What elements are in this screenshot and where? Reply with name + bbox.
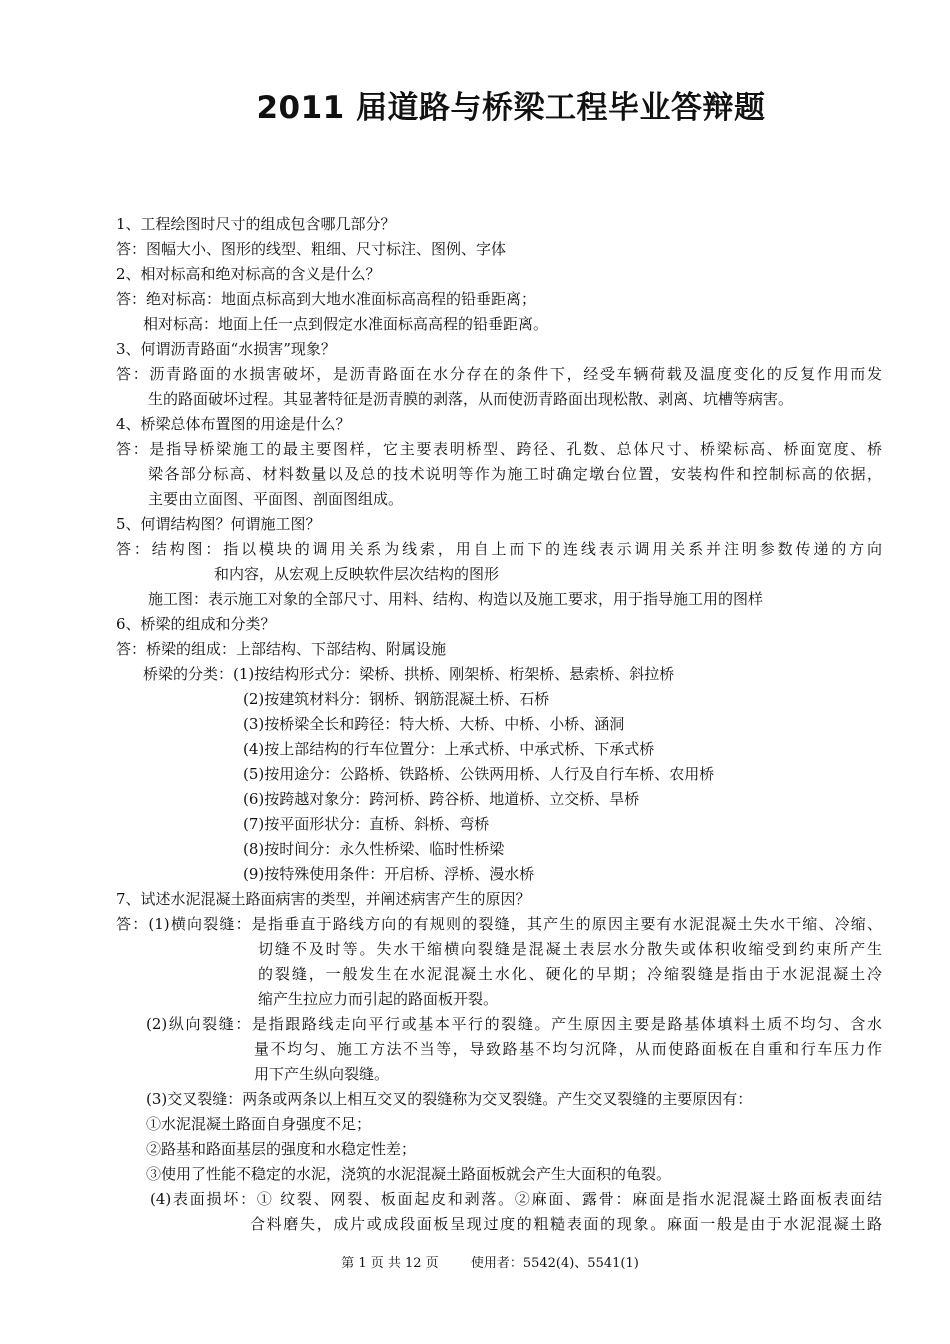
- answer-6-class-7: (7)按平面形状分：直桥、斜桥、弯桥: [243, 815, 490, 833]
- answer-7-3: (3)交叉裂缝：两条或两条以上相互交叉的裂缝称为交叉裂缝。产生交叉裂缝的主要原因有：: [146, 1090, 753, 1108]
- document-title: 2011 届道路与桥梁工程毕业答辩题: [256, 90, 766, 126]
- answer-3-cont: 生的路面破坏过程。其显著特征是沥青膜的剥落，从而使沥青路面出现松散、剥离、坑槽等病害。: [148, 390, 794, 408]
- answer-6-class-8: (8)按时间分：永久性桥梁、临时性桥梁: [243, 840, 505, 858]
- answer-7-4-cont: 合料磨失，成片或成段面板呈现过度的粗糙表面的现象。麻面一般是由于水泥混凝土路: [250, 1215, 882, 1233]
- answer-7-1: 答：(1)横向裂缝：是指垂直于路线方向的有规则的裂缝，其产生的原因主要有水泥混凝土失水干缩、冷缩、: [116, 915, 882, 933]
- answer-7-1-cont-2: 的裂缝，一般发生在水泥混凝土水化、硬化的早期；冷缩裂缝是指由于水泥混凝土冷: [258, 965, 882, 983]
- answer-7-3-reason-3: ③使用了性能不稳定的水泥，浇筑的水泥混凝土路面板就会产生大面积的龟裂。: [146, 1165, 672, 1183]
- answer-7-4: (4)表面损坏：① 纹裂、网裂、板面起皮和剥落。②麻面、露骨：麻面是指水泥混凝土路面板表面结: [150, 1190, 882, 1208]
- question-4: 4、桥梁总体布置图的用途是什么？: [116, 415, 351, 433]
- question-6: 6、桥梁的组成和分类？: [116, 615, 276, 633]
- answer-7-2: (2)纵向裂缝：是指跟路线走向平行或基本平行的裂缝。产生原因主要是路基体填料土质不均匀、含水: [146, 1015, 882, 1033]
- answer-7-2-cont-2: 用下产生纵向裂缝。: [254, 1065, 390, 1083]
- page-number: 第 1 页 共 12 页: [341, 1256, 439, 1271]
- answer-1: 答：图幅大小、图形的线型、粗细、尺寸标注、图例、字体: [116, 240, 507, 258]
- answer-5: 答：结构图：指以模块的调用关系为线索，用自上而下的连线表示调用关系并注明参数传递的方向: [116, 540, 882, 558]
- answer-6-class-1: 桥梁的分类：(1)按结构形式分：梁桥、拱桥、刚架桥、桁架桥、悬索桥、斜拉桥: [143, 665, 675, 683]
- answer-2-cont: 相对标高：地面上任一点到假定水准面标高高程的铅垂距离。: [143, 315, 549, 333]
- answer-7-3-reason-2: ②路基和路面基层的强度和水稳定性差；: [146, 1140, 417, 1158]
- question-2: 2、相对标高和绝对标高的含义是什么？: [116, 265, 381, 283]
- answer-7-2-cont-1: 量不均匀、施工方法不当等，导致路基不均匀沉降，从而使路面板在自重和行车压力作: [254, 1040, 882, 1058]
- answer-7-1-cont-1: 切缝不及时等。失水干缩横向裂缝是混凝土表层水分散失或体积收缩受到约束所产生: [258, 940, 882, 958]
- answer-6-class-2: (2)按建筑材料分：钢桥、钢筋混凝土桥、石桥: [243, 690, 550, 708]
- answer-5-construction: 施工图：表示施工对象的全部尺寸、用料、结构、构造以及施工要求，用于指导施工用的图样: [148, 590, 764, 608]
- answer-5-cont: 和内容，从宏观上反映软件层次结构的图形: [214, 565, 500, 583]
- answer-7-1-cont-3: 缩产生拉应力而引起的路面板开裂。: [258, 990, 499, 1008]
- answer-2: 答：绝对标高：地面点标高到大地水准面标高高程的铅垂距离；: [116, 290, 537, 308]
- answer-4-cont-2: 主要由立面图、平面图、剖面图组成。: [148, 490, 404, 508]
- question-7: 7、试述水泥混凝土路面病害的类型，并阐述病害产生的原因？: [116, 890, 531, 908]
- question-5: 5、何谓结构图？何谓施工图？: [116, 515, 321, 533]
- answer-4: 答：是指导桥梁施工的最主要图样，它主要表明桥型、跨径、孔数、总体尺寸、桥梁标高、桥面宽度、桥: [116, 440, 882, 458]
- answer-7-3-reason-1: ①水泥混凝土路面自身强度不足；: [146, 1115, 372, 1133]
- answer-6-class-6: (6)按跨越对象分：跨河桥、跨谷桥、地道桥、立交桥、旱桥: [243, 790, 640, 808]
- users-note: 使用者：5542(4)、5541(1): [470, 1256, 639, 1271]
- answer-3: 答：沥青路面的水损害破坏，是沥青路面在水分存在的条件下，经受车辆荷载及温度变化的反复作用而发: [116, 365, 882, 383]
- answer-6-class-9: (9)按特殊使用条件：开启桥、浮桥、漫水桥: [243, 865, 535, 883]
- answer-6: 答：桥梁的组成：上部结构、下部结构、附属设施: [116, 640, 447, 658]
- answer-6-class-5: (5)按用途分：公路桥、铁路桥、公铁两用桥、人行及自行车桥、农用桥: [243, 765, 715, 783]
- answer-6-class-3: (3)按桥梁全长和跨径：特大桥、大桥、中桥、小桥、涵洞: [243, 715, 625, 733]
- page-footer: [0, 1252, 950, 1271]
- answer-4-cont-1: 梁各部分标高、材料数量以及总的技术说明等作为施工时确定墩台位置，安装构件和控制标高的依据，: [148, 465, 882, 483]
- question-3: 3、何谓沥青路面“水损害”现象？: [116, 340, 336, 358]
- answer-6-class-4: (4)按上部结构的行车位置分：上承式桥、中承式桥、下承式桥: [243, 740, 655, 758]
- question-1: 1、工程绘图时尺寸的组成包含哪几部分？: [116, 215, 396, 233]
